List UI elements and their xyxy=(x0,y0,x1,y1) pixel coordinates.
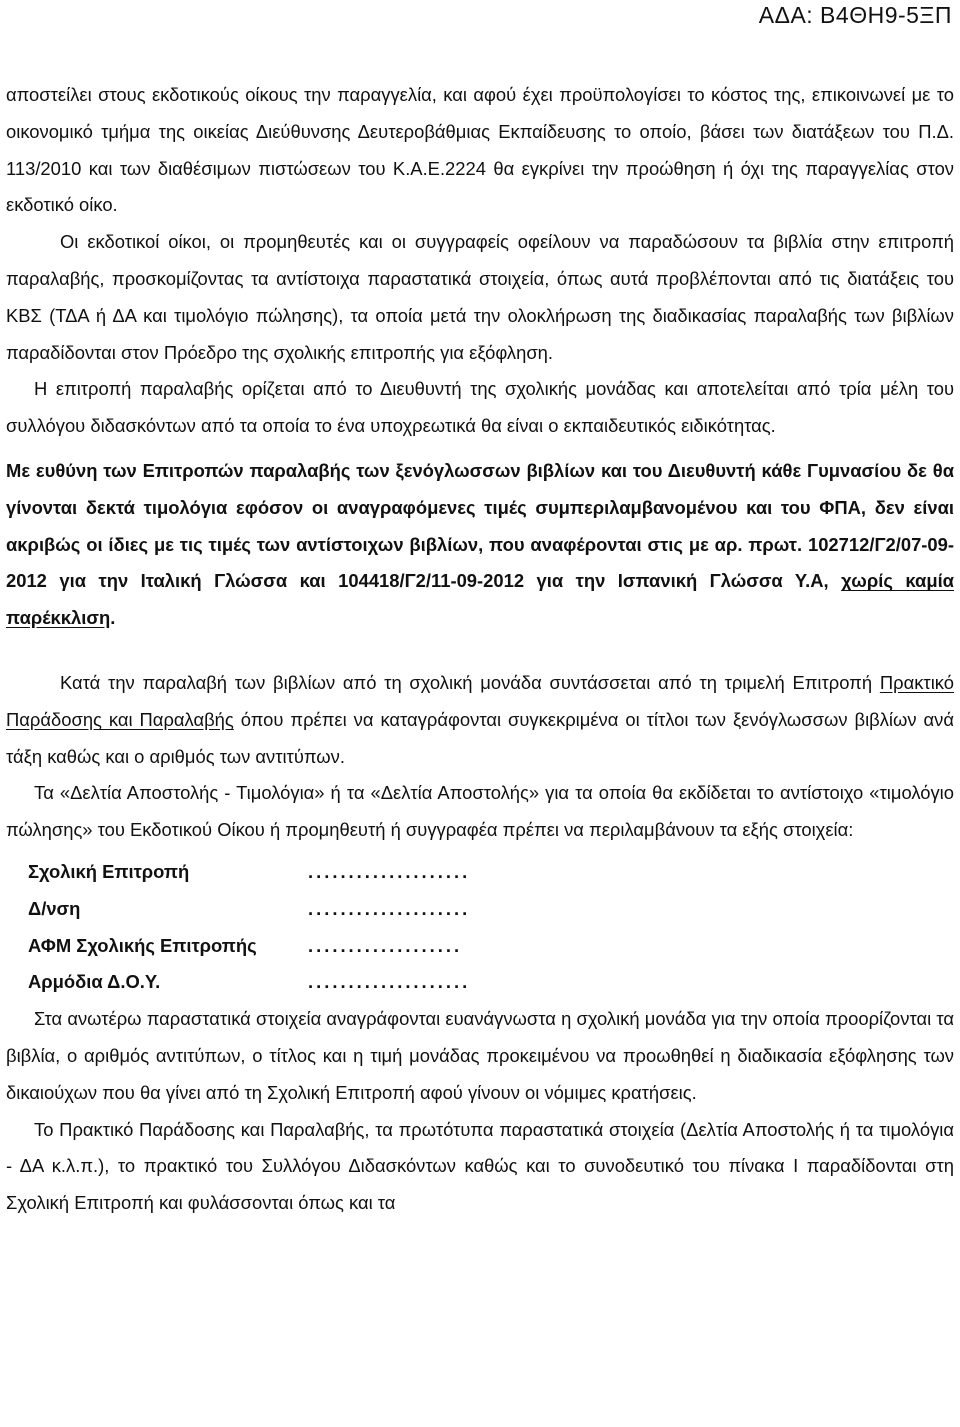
paragraph-committee: Η επιτροπή παραλαβής ορίζεται από το Διευθυντή της σχολικής μονάδας και αποτελείται από τρία μέλη του συλλόγου διδασκόντων από τα οποία το ένα υποχρεωτικά θα είναι ο εκπαιδευτικός ειδικότητας. xyxy=(6,378,954,437)
paragraph-order-approval: αποστείλει στους εκδοτικούς οίκους την παραγγελία, και αφού έχει προϋπολογίσει το κόστος της, επικοινωνεί με το οικονομικό τμήμα της οικείας Διεύθυνσης Δευτεροβάθμιας Εκπαίδευσης το οποίο, βάσει των διατάξεων του Π.Δ. 113/2010 και των διαθέσιμων πιστώσεων του Κ.Α.Ε.2224 θα εγκρίνει την προώθηση ή όχι της παραγγελίας στον εκδοτικό οίκο. xyxy=(6,84,954,216)
document-body xyxy=(6,77,954,1222)
protocol-underline: Πρακτικό Παράδοσης και Παραλαβής xyxy=(6,671,954,730)
field-label: Σχολική Επιτροπή xyxy=(28,860,190,882)
paragraph-protocol xyxy=(6,665,954,775)
invoice-rules-end: . xyxy=(110,607,116,629)
paragraph-delivery-notes: Τα «Δελτία Αποστολής - Τιμολόγια» ή τα «Δελτία Αποστολής» για τα οποία θα εκδίδεται το αντίστοιχο «τιμολόγιο πώλησης» του Εκδοτικού Οίκου ή προμηθευτή ή συγγραφέα πρέπει να περιλαμβάνουν τα εξής στοιχεία: xyxy=(6,782,954,841)
field-dots: .................... xyxy=(308,971,471,993)
paragraph-invoice-rules xyxy=(6,453,954,637)
field-row xyxy=(28,891,954,928)
paragraph-documents-content: Στα ανωτέρω παραστατικά στοιχεία αναγράφονται ευανάγνωστα η σχολική μονάδα για την οποία προορίζονται τα βιβλία, ο αριθμός αντιτύπων, ο τίτλος και η τιμή μονάδας προκειμένου να προωθηθεί η διαδικασία εξόφλησης των δικαιούχων που θα γίνει από τη Σχολική Επιτροπή αφού γίνουν οι νόμιμες κρατήσεις. xyxy=(6,1008,954,1103)
paragraph-delivery: Οι εκδοτικοί οίκοι, οι προμηθευτές και οι συγγραφείς οφείλουν να παραδώσουν τα βιβλία στην επιτροπή παραλαβής, προσκομίζοντας τα αντίστοιχα παραστατικά στοιχεία, όπως αυτά προβλέπονται από τις διατάξεις του ΚΒΣ (ΤΔΑ ή ΔΑ και τιμολόγιο πώλησης), τα οποία μετά την ολοκλήρωση της διαδικασίας παραλαβής των βιβλίων παραδίδονται στον Πρόεδρο της σχολικής επιτροπής για εξόφληση. xyxy=(6,231,954,363)
field-label: ΑΦΜ Σχολικής Επιτροπής xyxy=(28,934,257,956)
paragraph-archiving: Το Πρακτικό Παράδοσης και Παραλαβής, τα πρωτότυπα παραστατικά στοιχεία (Δελτία Αποστολής ή τα τιμολόγια - ΔΑ κ.λ.π.), το πρακτικό του Συλλόγου Διδασκόντων καθώς και το συνοδευτικό του πίνακα Ι παραδίδονται στη Σχολική Επιτροπή και φυλάσσονται όπως και τα xyxy=(6,1118,954,1214)
required-fields-list xyxy=(28,854,954,1001)
field-row xyxy=(28,854,954,891)
field-dots: .................... xyxy=(308,860,471,882)
field-row xyxy=(28,964,954,1001)
protocol-text-end: όπου πρέπει να καταγράφονται συγκεκριμένα οι τίτλοι των ξενόγλωσσων βιβλίων ανά τάξη καθώς και ο αριθμός των αντιτύπων. xyxy=(6,708,954,767)
ada-code: ΑΔΑ: Β4ΘΗ9-5ΞΠ xyxy=(758,2,952,28)
invoice-rules-underline: χωρίς καμία παρέκκλιση xyxy=(6,570,954,629)
field-dots: ................... xyxy=(308,934,463,956)
field-label: Αρμόδια Δ.Ο.Υ. xyxy=(28,971,161,993)
field-label: Δ/νση xyxy=(28,897,81,919)
field-row xyxy=(28,928,954,965)
field-dots: .................... xyxy=(308,897,471,919)
protocol-text-start: Κατά την παραλαβή των βιβλίων από τη σχολική μονάδα συντάσσεται από τη τριμελή Επιτροπή xyxy=(60,671,873,693)
invoice-rules-text: Με ευθύνη των Επιτροπών παραλαβής των ξενόγλωσσων βιβλίων και του Διευθυντή κάθε Γυμνασίου δε θα γίνονται δεκτά τιμολόγια εφόσον οι αναγραφόμενες τιμές συμπεριλαμβανομένου και του ΦΠΑ, δεν είναι ακριβώς οι ίδιες με τις τιμές των αντίστοιχων βιβλίων, που αναφέρονται στις με αρ. πρωτ. 102712/Γ2/07-09-2012 για την Ιταλική Γλώσσα και 104418/Γ2/11-09-2012 για την Ισπανική Γλώσσα Υ.Α, xyxy=(6,459,954,592)
